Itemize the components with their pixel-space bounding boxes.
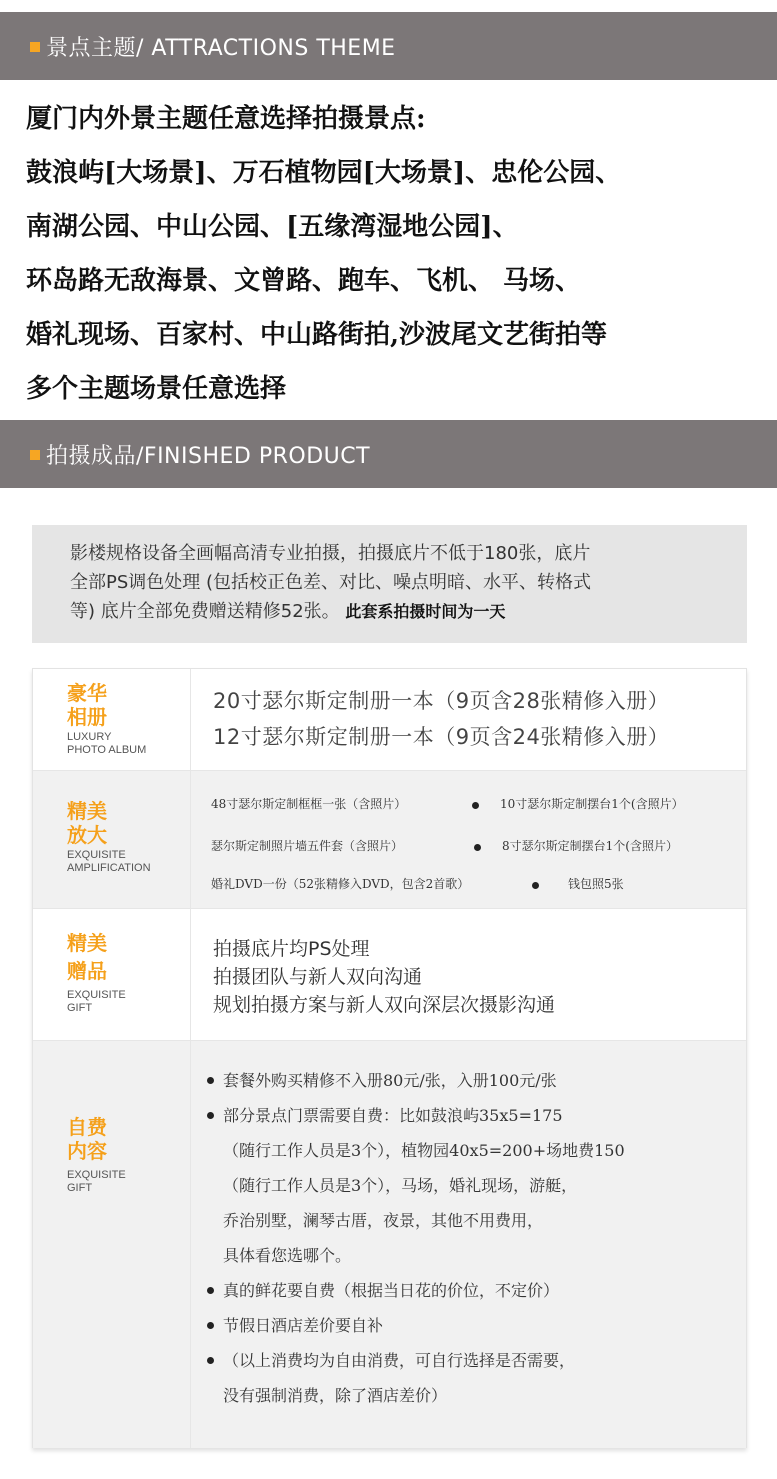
amplification-item: 48寸瑟尔斯定制框框一张（含照片） — [211, 797, 407, 811]
square-bullet-icon — [30, 42, 40, 52]
list-item: 套餐外购买精修不入册80元/张，入册100元/张 — [205, 1063, 625, 1098]
list-item: 乔治别墅，澜琴古厝，夜景，其他不用费用， — [223, 1211, 544, 1230]
section-header-attractions-theme — [0, 12, 777, 80]
amplification-item: 婚礼DVD一份（52张精修入DVD，包含2首歌） — [211, 877, 470, 891]
label-en: LUXURY — [67, 731, 112, 743]
row-label — [33, 1041, 191, 1448]
section-header-finished-product — [0, 420, 777, 488]
attractions-description — [26, 92, 766, 416]
amplification-item: 钱包照5张 — [568, 877, 624, 891]
product-intro-box — [32, 525, 747, 643]
theme-line: 多个主题场景任意选择 — [26, 374, 287, 404]
intro-text: 等) 底片全部免费赠送精修52张。 — [70, 601, 346, 622]
row-content — [191, 909, 746, 1040]
list-item: 节假日酒店差价要自补 — [205, 1308, 625, 1343]
label-cn: 相册 — [67, 705, 107, 729]
row-content — [191, 1041, 746, 1448]
list-item: 具体看您选哪个。 — [223, 1246, 352, 1265]
table-row-gift — [33, 909, 746, 1041]
album-item: 20寸瑟尔斯定制册一本（9页含28张精修入册） — [213, 689, 670, 713]
label-cn: 豪华 — [67, 681, 107, 705]
label-en: EXQUISITE — [67, 849, 126, 861]
label-cn: 赠品 — [67, 959, 107, 983]
gift-item: 拍摄团队与新人双向沟通 — [213, 966, 423, 988]
row-label — [33, 669, 191, 770]
label-cn: 自费 — [67, 1115, 107, 1139]
theme-line: 南湖公园、中山公园、[五缘湾湿地公园]、 — [26, 212, 519, 242]
label-cn: 精美 — [67, 931, 107, 955]
label-en: GIFT — [67, 1002, 93, 1014]
list-item: 没有强制消费，除了酒店差价） — [223, 1386, 448, 1405]
label-en: EXQUISITE — [67, 1169, 126, 1181]
bullet-dot-icon — [474, 844, 481, 851]
list-item: （随行工作人员是3个），植物园40x5=200+场地费150 — [223, 1141, 625, 1160]
gift-item: 拍摄底片均PS处理 — [213, 938, 370, 960]
label-cn: 精美 — [67, 799, 107, 823]
label-cn: 放大 — [67, 823, 107, 847]
theme-line: 婚礼现场、百家村、中山路街拍,沙波尾文艺街拍等 — [26, 320, 608, 350]
label-en: PHOTO ALBUM — [67, 744, 147, 756]
intro-line — [70, 597, 709, 626]
row-label — [33, 909, 191, 1040]
list-item: 真的鲜花要自费（根据当日花的价位，不定价） — [205, 1273, 625, 1308]
gift-item: 规划拍摄方案与新人双向深层次摄影沟通 — [213, 994, 556, 1016]
list-item: （随行工作人员是3个），马场，婚礼现场，游艇， — [223, 1176, 578, 1195]
label-en: GIFT — [67, 1182, 93, 1194]
row-content — [191, 771, 746, 908]
section-title: 拍摄成品/FINISHED PRODUCT — [46, 443, 371, 469]
intro-line: 影楼规格设备全画幅高清专业拍摄，拍摄底片不低于180张，底片 — [70, 543, 591, 564]
bullet-dot-icon — [472, 802, 479, 809]
list-item: 部分景点门票需要自费：比如鼓浪屿35x5=175 — [205, 1098, 625, 1133]
theme-line: 厦门内外景主题任意选择拍摄景点: — [26, 104, 426, 134]
table-row-luxury-album — [33, 669, 746, 771]
label-en: EXQUISITE — [67, 989, 126, 1001]
table-row-self-pay — [33, 1041, 746, 1448]
square-bullet-icon — [30, 450, 40, 460]
amplification-item: 8寸瑟尔斯定制摆台1个(含照片） — [502, 839, 678, 853]
theme-line: 鼓浪屿[大场景]、万石植物园[大场景]、忠伦公园、 — [26, 158, 622, 188]
bullet-dot-icon — [532, 882, 539, 889]
label-cn: 内容 — [67, 1139, 107, 1163]
amplification-item: 10寸瑟尔斯定制摆台1个(含照片） — [500, 797, 684, 811]
album-item: 12寸瑟尔斯定制册一本（9页含24张精修入册） — [213, 725, 670, 749]
intro-shoot-duration: 此套系拍摄时间为一天 — [345, 602, 506, 621]
table-row-amplification — [33, 771, 746, 909]
package-table — [32, 668, 747, 1448]
section-title: 景点主题/ ATTRACTIONS THEME — [46, 35, 396, 61]
intro-line: 全部PS调色处理 (包括校正色差、对比、噪点明暗、水平、转格式 — [70, 572, 592, 593]
list-item: （以上消费均为自由消费，可自行选择是否需要， — [205, 1343, 625, 1378]
row-label — [33, 771, 191, 908]
row-content — [191, 669, 746, 770]
label-en: AMPLIFICATION — [67, 862, 151, 874]
theme-line: 环岛路无敌海景、文曾路、跑车、飞机、 马场、 — [26, 266, 582, 296]
amplification-item: 瑟尔斯定制照片墙五件套（含照片） — [211, 839, 404, 853]
